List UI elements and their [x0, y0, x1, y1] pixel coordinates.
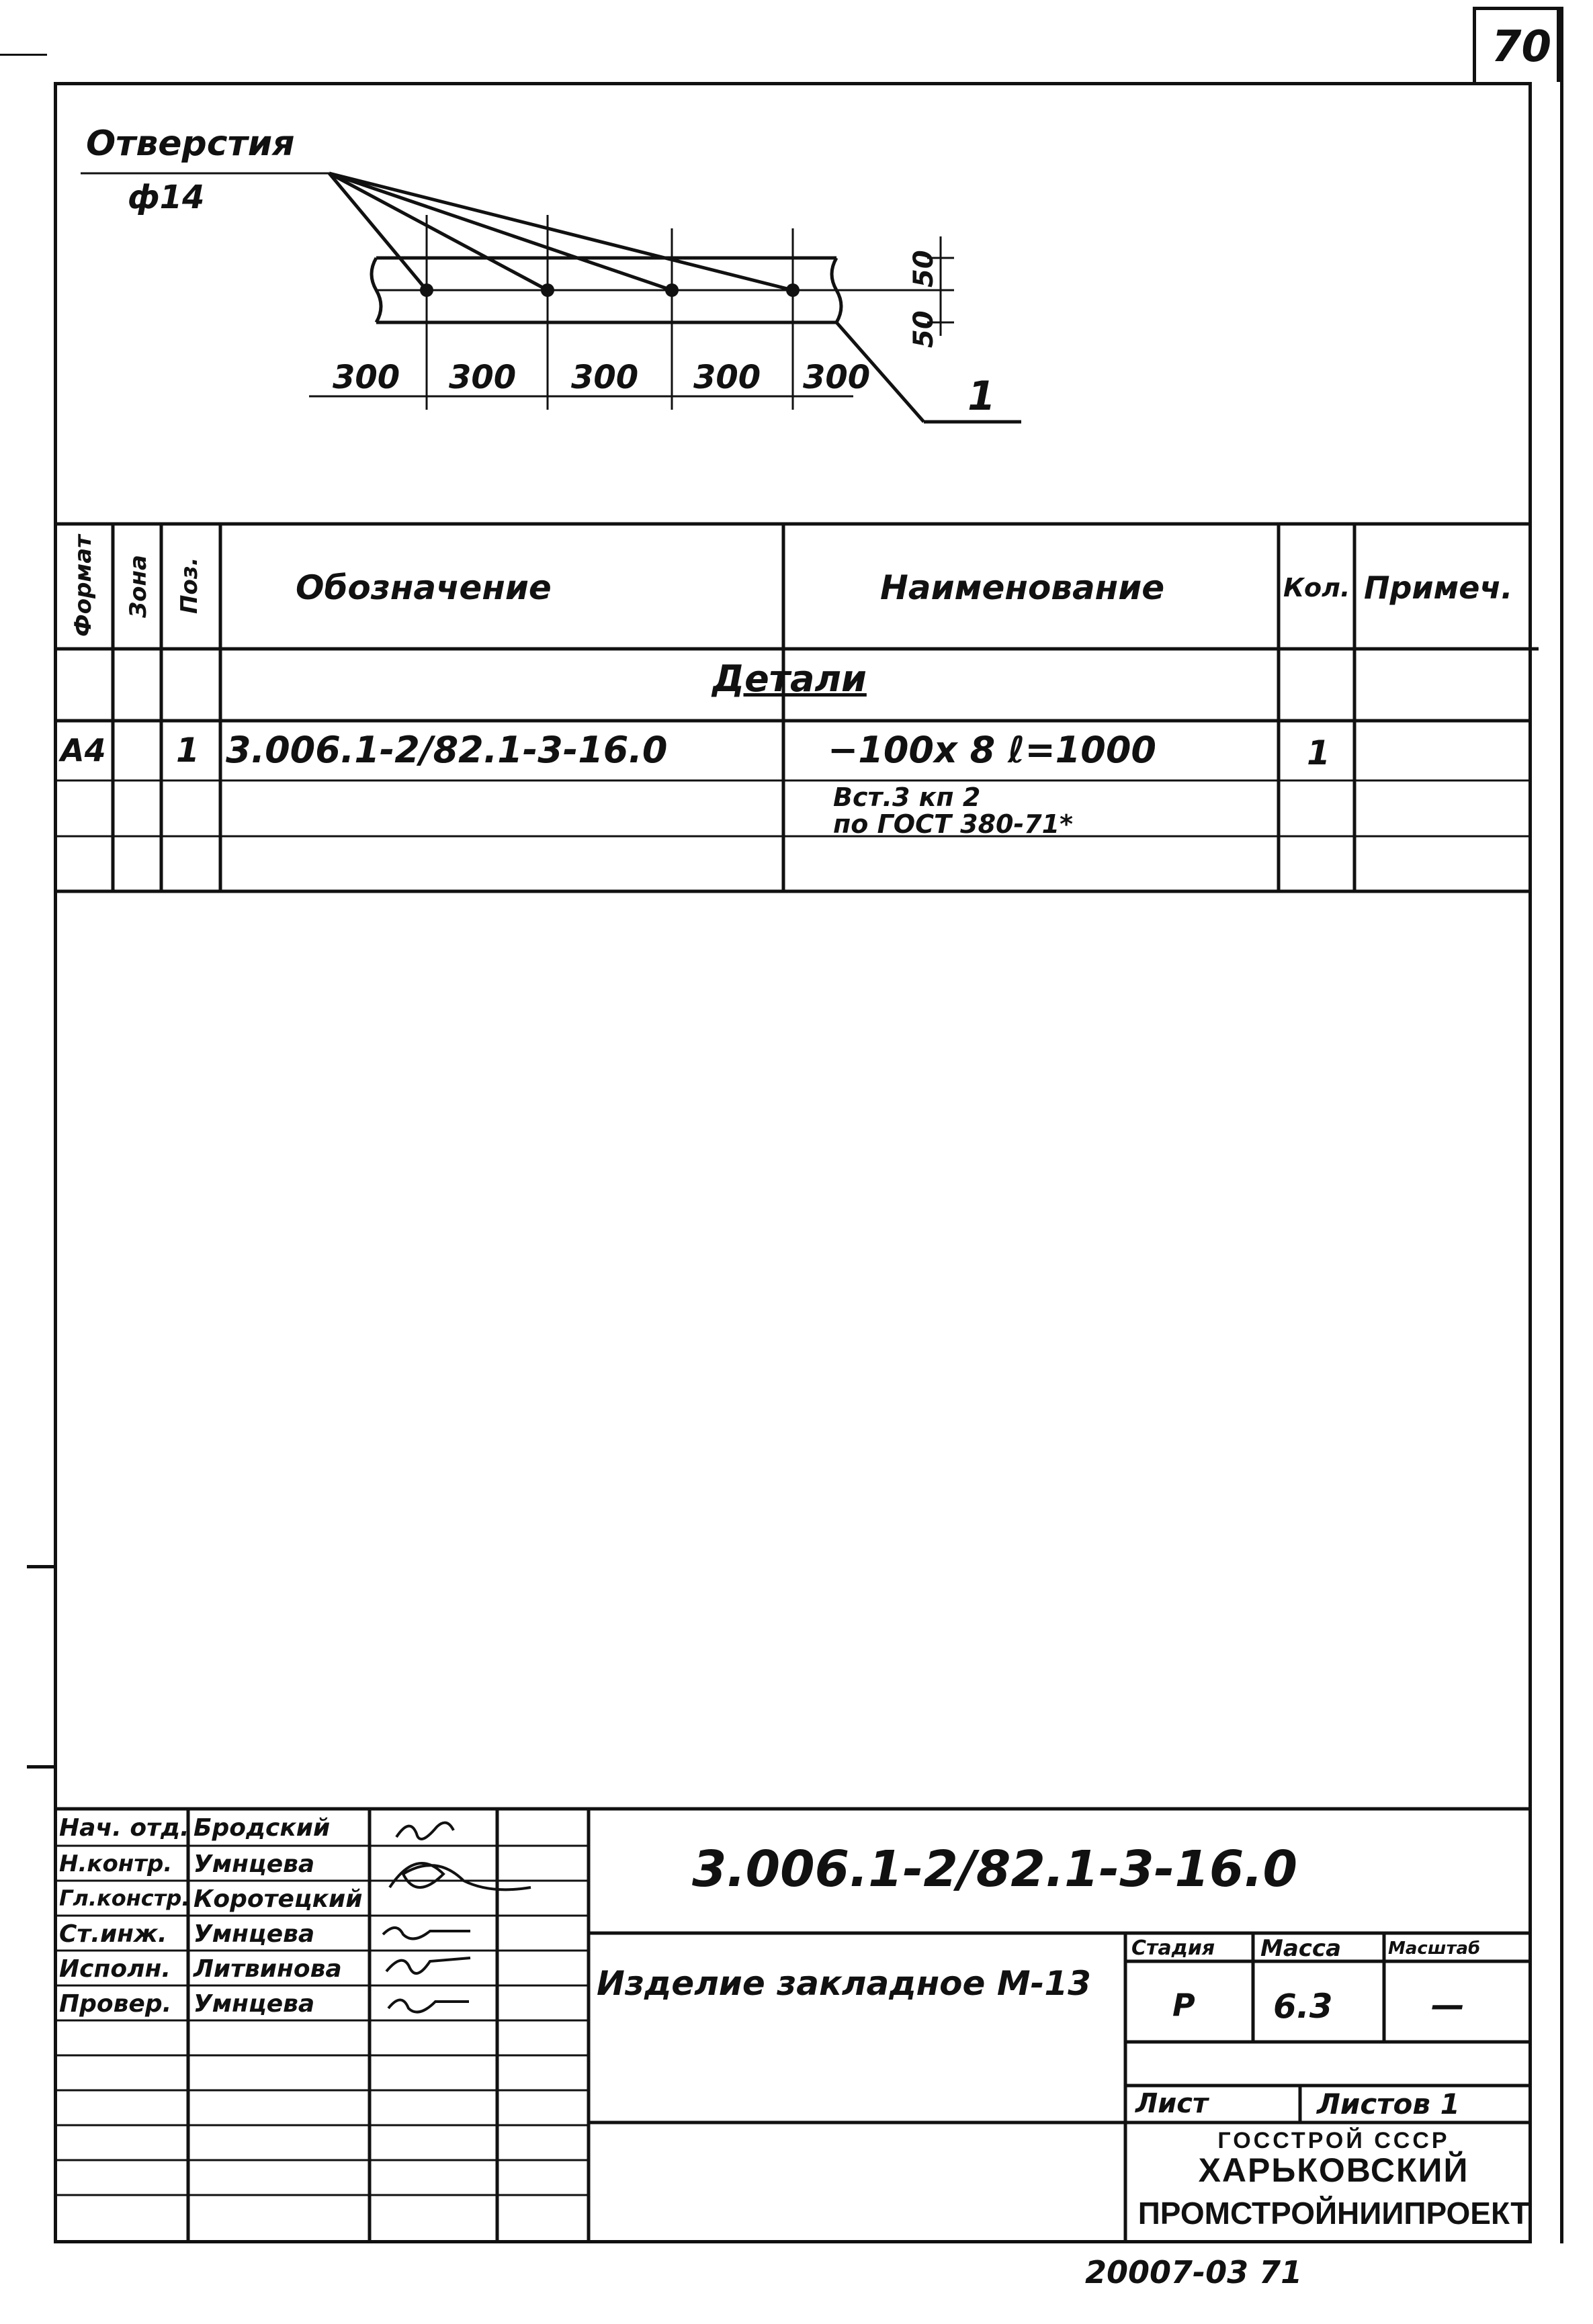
role-name-5: Литвинова: [193, 1955, 342, 1983]
holes-diameter: ф14: [128, 179, 205, 216]
page-number: 70: [1492, 22, 1552, 72]
dim-spacing-4: 300: [693, 359, 761, 396]
role-1: Нач. отд.: [59, 1814, 189, 1842]
org-line-3: ПРОМСТРОЙНИИПРОЕКТ: [1137, 2196, 1530, 2231]
scale-value: —: [1431, 1985, 1465, 2024]
product-name: Изделие закладное М-13: [597, 1964, 1091, 2003]
header-name: Наименование: [880, 568, 1165, 607]
role-name-6: Умнцева: [193, 1990, 315, 2018]
document-code: 3.006.1-2/82.1-3-16.0: [692, 1840, 1297, 1898]
header-designation: Обозначение: [296, 568, 552, 607]
position-mark: 1: [967, 373, 996, 420]
role-name-1: Бродский: [193, 1814, 331, 1842]
row-format: А4: [60, 732, 106, 768]
signature-mark: [390, 1863, 531, 1889]
org-line-1: ГОССТРОЙ СССР: [1217, 2128, 1450, 2153]
stage-value: Р: [1172, 1987, 1195, 2023]
mass-label: Масса: [1260, 1935, 1342, 1962]
role-name-3: Коротецкий: [193, 1885, 363, 1913]
signature-mark: [388, 2000, 469, 2012]
header-pos: Поз.: [176, 557, 203, 614]
section-title: Детали: [712, 658, 867, 700]
row-name: −100x 8 ℓ=1000: [828, 729, 1156, 771]
row-pos: 1: [176, 731, 200, 770]
row-qty: 1: [1307, 733, 1330, 772]
org-line-2: ХАРЬКОВСКИЙ: [1198, 2151, 1469, 2189]
dim-spacing-1: 300: [333, 359, 400, 396]
stage-label: Стадия: [1131, 1936, 1215, 1960]
sheet-label: Лист: [1135, 2088, 1209, 2119]
header-note: Примеч.: [1364, 570, 1513, 606]
row-material-1: Вст.3 кп 2: [833, 783, 981, 812]
role-4: Ст.инж.: [59, 1920, 167, 1948]
signature-mark: [386, 1958, 470, 1973]
role-6: Провер.: [59, 1990, 172, 2018]
role-2: Н.контр.: [59, 1850, 173, 1877]
signature-mark: [383, 1928, 470, 1938]
mass-value: 6.3: [1273, 1987, 1333, 2026]
role-5: Исполн.: [59, 1955, 171, 1983]
row-designation: 3.006.1-2/82.1-3-16.0: [226, 729, 668, 771]
sheets-label: Листов 1: [1317, 2088, 1460, 2120]
scale-label: Масштаб: [1388, 1938, 1481, 1959]
dim-spacing-5: 300: [803, 359, 871, 396]
role-name-4: Умнцева: [193, 1920, 315, 1948]
dim-spacing-2: 300: [449, 359, 517, 396]
row-material-2: по ГОСТ 380-71*: [833, 809, 1073, 839]
header-qty: Кол.: [1283, 573, 1350, 602]
holes-label: Отверстия: [86, 124, 295, 164]
dim-vertical-top: 50: [908, 250, 939, 287]
dim-vertical-bottom: 50: [908, 310, 939, 348]
signature-mark: [396, 1823, 454, 1839]
dim-spacing-3: 300: [571, 359, 639, 396]
role-3: Гл.констр.: [59, 1885, 190, 1911]
footer-code: 20007-03 71: [1085, 2254, 1303, 2290]
header-format: Формат: [70, 535, 97, 637]
role-name-2: Умнцева: [193, 1850, 315, 1878]
header-zone: Зона: [125, 555, 152, 618]
